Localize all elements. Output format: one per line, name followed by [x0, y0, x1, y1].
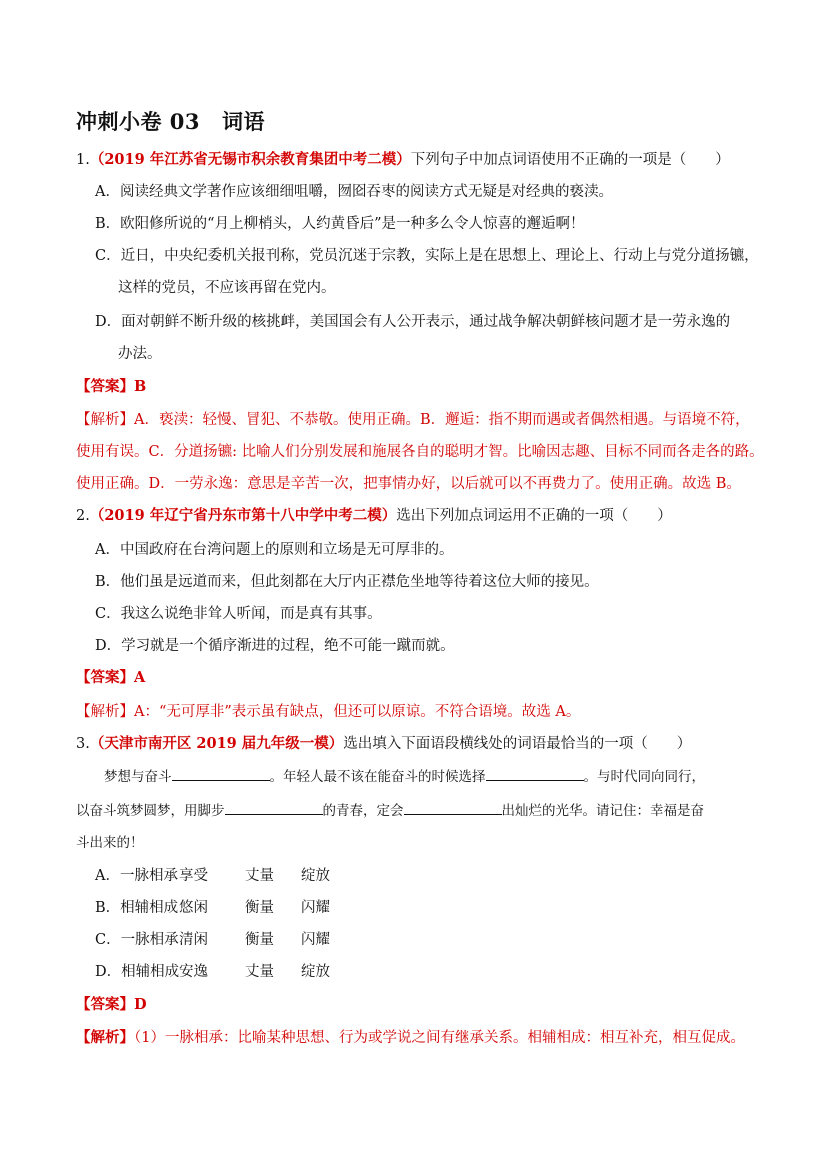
option-label: D．相辅相成 [95, 964, 180, 980]
q3-explanation-line1 [76, 1028, 745, 1048]
title-main: 冲刺小卷 03 [76, 109, 201, 134]
q2-option-c: C．我这么说绝非耸人听闻，而是真有其事。 [95, 606, 382, 622]
q2-option-b: B．他们虽是远道而来，但此刻都在大厅内正襟危坐地等待着这位大师的接见。 [95, 574, 599, 590]
q3-option-d [95, 962, 330, 982]
option-word: 衡量 [245, 900, 274, 916]
q1-explanation-line2: 使用有误。C．分道扬镳: 比喻人们分别发展和施展各自的聪明才智。比喻因志趣、目标不同而各走各的路。 [76, 444, 764, 460]
option-word: 清闲 [179, 932, 208, 948]
q1-option-b: B．欧阳修所说的“月上柳梢头，人约黄昏后”是一种多么令人惊喜的邂逅啊！ [95, 216, 585, 232]
option-word: 丈量 [245, 868, 274, 884]
q2-option-d: D．学习就是一个循序渐进的过程，绝不可能一蹴而就。 [95, 638, 455, 654]
title-sub: 词语 [222, 109, 266, 134]
q3-blank-4 [404, 800, 502, 815]
option-label: A．一脉相承 [95, 868, 178, 884]
q1-stem: 下列句子中加点词语使用不正确的一项是（ ） [410, 152, 730, 168]
q2-option-a: A．中国政府在台湾问题上的原则和立场是无可厚非的。 [95, 542, 454, 558]
q3-explanation-label: 【解析】 [76, 1029, 134, 1046]
q3-passage-line3: 斗出来的！ [76, 835, 144, 851]
q3-passage-text: 。与时代同向同行， [583, 769, 705, 785]
q1-answer: 【答案】B [76, 378, 147, 395]
q2-stem: 选出下列加点词运用不正确的一项（ ） [396, 508, 672, 524]
q1-option-d-line2: 办法。 [118, 346, 162, 362]
q1-option-c-line1: C．近日，中央纪委机关报刊称，党员沉迷于宗教，实际上是在思想上、理论上、行动上与党分道扬镳， [95, 248, 759, 264]
q1-explanation-line3: 使用正确。D．一劳永逸：意思是辛苦一次，把事情办好，以后就可以不再费力了。使用正确。故选 B。 [76, 476, 741, 492]
option-word: 衡量 [245, 932, 274, 948]
q3-stem: 选出填入下面语段横线处的词语最恰当的一项（ ） [343, 736, 692, 752]
page-title [76, 106, 265, 136]
q3-explanation-text: （1）一脉相承：比喻某种思想、行为或学说之间有继承关系。相辅相成：相互补充，相互促成。 [134, 1030, 745, 1046]
q3-blank-2 [486, 766, 584, 781]
q2-number: 2. [76, 508, 90, 524]
q1-source: （2019 年江苏省无锡市积余教育集团中考二模） [89, 151, 411, 168]
q3-blank-1 [172, 766, 270, 781]
option-word: 绽放 [301, 868, 330, 884]
q2-answer: 【答案】A [76, 669, 146, 686]
option-word: 绽放 [301, 964, 330, 980]
q2-source: （2019 年辽宁省丹东市第十八中学中考二模） [89, 507, 397, 524]
q3-passage-text: 。年轻人最不该在能奋斗的时候选择 [269, 769, 486, 785]
q1-option-c-line2: 这样的党员，不应该再留在党内。 [118, 280, 336, 296]
option-word: 闪耀 [301, 900, 330, 916]
q3-passage-text: 出灿烂的光华。请记住：幸福是奋 [501, 803, 704, 819]
option-word: 安逸 [179, 964, 208, 980]
q3-stem-line [76, 734, 691, 754]
q3-passage-text: 的青春，定会 [322, 803, 404, 819]
q3-passage-line2 [76, 800, 704, 821]
q3-option-c [95, 930, 330, 950]
q3-passage-text: 梦想与奋斗 [104, 769, 172, 785]
option-label: B．相辅相成 [95, 900, 179, 916]
option-label: C．一脉相承 [95, 932, 179, 948]
q1-option-d-line1: D．面对朝鲜不断升级的核挑衅，美国国会有人公开表示，通过战争解决朝鲜核问题才是一劳永逸的 [95, 314, 731, 330]
option-word: 闪耀 [301, 932, 330, 948]
q1-explanation-line1: 【解析】A．亵渎：轻慢、冒犯、不恭敬。使用正确。B．邂逅：指不期而遇或者偶然相遇。与语境不符， [76, 412, 750, 428]
q1-stem-line [76, 150, 730, 170]
q2-stem-line [76, 506, 672, 526]
q1-option-a: A．阅读经典文学著作应该细细咀嚼，囫囵吞枣的阅读方式无疑是对经典的亵渎。 [95, 184, 613, 200]
q3-number: 3. [76, 736, 90, 752]
q3-option-b [95, 898, 330, 918]
q3-passage-line1 [104, 766, 705, 787]
q3-passage-text: 以奋斗筑梦圆梦，用脚步 [76, 803, 225, 819]
q3-answer: 【答案】D [76, 996, 147, 1013]
q1-number: 1. [76, 152, 90, 168]
option-word: 悠闲 [179, 900, 208, 916]
option-word: 丈量 [245, 964, 274, 980]
q3-source: （天津市南开区 2019 届九年级一模） [89, 735, 344, 752]
q3-blank-3 [225, 800, 323, 815]
q2-explanation-line1: 【解析】A：“无可厚非”表示虽有缺点，但还可以原谅。不符合语境。故选 A。 [76, 704, 581, 720]
q3-option-a [95, 866, 330, 886]
option-word: 享受 [179, 868, 208, 884]
